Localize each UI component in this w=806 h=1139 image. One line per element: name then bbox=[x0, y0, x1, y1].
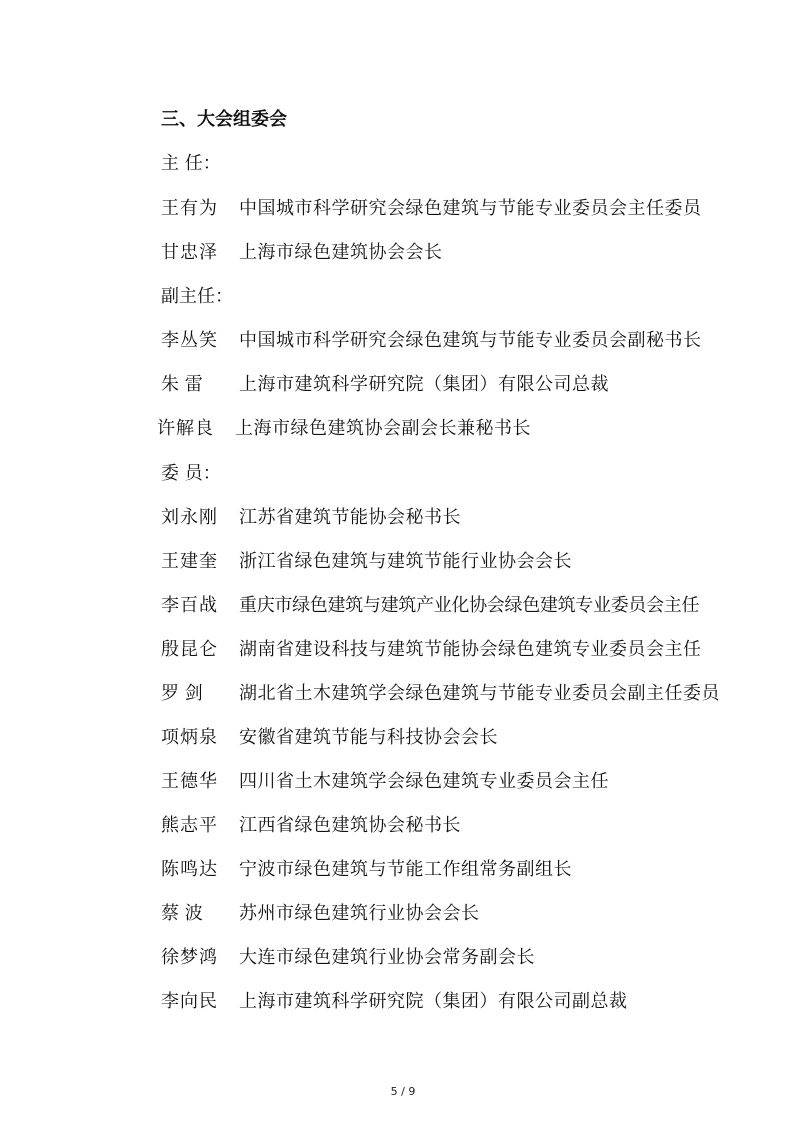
member-role: 重庆市绿色建筑与建筑产业化协会绿色建筑专业委员会主任 bbox=[239, 595, 700, 616]
member-name: 殷昆仑 bbox=[161, 639, 218, 660]
member-row bbox=[161, 988, 628, 1016]
deputy-row bbox=[157, 415, 531, 443]
member-role: 中国城市科学研究会绿色建筑与节能专业委员会副秘书长 bbox=[239, 330, 702, 351]
member-name: 王有为 bbox=[161, 198, 218, 219]
member-name: 罗 剑 bbox=[161, 683, 203, 704]
member-role: 宁波市绿色建筑与节能工作组常务副组长 bbox=[239, 859, 572, 880]
director-row bbox=[161, 239, 443, 267]
member-row bbox=[161, 592, 699, 620]
deputy-label: 副主任： bbox=[161, 286, 233, 307]
member-name: 项炳泉 bbox=[161, 727, 218, 748]
director-label: 主 任： bbox=[161, 153, 221, 174]
member-name: 陈鸣达 bbox=[161, 859, 218, 880]
member-name: 许解良 bbox=[157, 418, 214, 439]
member-role: 浙江省绿色建筑与建筑节能行业协会会长 bbox=[239, 551, 572, 572]
member-role: 湖北省土木建筑学会绿色建筑与节能专业委员会副主任委员 bbox=[239, 683, 720, 704]
page-number: 5 / 9 bbox=[390, 1085, 416, 1098]
member-role: 上海市建筑科学研究院（集团）有限公司副总裁 bbox=[239, 991, 628, 1012]
member-name: 熊志平 bbox=[161, 815, 218, 836]
member-name: 朱 雷 bbox=[161, 374, 203, 395]
member-row bbox=[161, 856, 572, 884]
member-name: 李百战 bbox=[161, 595, 218, 616]
member-role: 江苏省建筑节能协会秘书长 bbox=[239, 507, 461, 528]
member-name: 王德华 bbox=[161, 771, 218, 792]
member-row bbox=[161, 636, 702, 664]
deputy-row bbox=[161, 327, 702, 355]
member-role: 湖南省建设科技与建筑节能协会绿色建筑专业委员会主任 bbox=[239, 639, 702, 660]
member-name: 李向民 bbox=[161, 991, 218, 1012]
member-role: 安徽省建筑节能与科技协会会长 bbox=[239, 727, 498, 748]
member-label: 委 员： bbox=[161, 463, 221, 484]
member-row bbox=[161, 680, 720, 708]
member-role: 上海市绿色建筑协会会长 bbox=[239, 242, 443, 263]
member-name: 王建奎 bbox=[161, 551, 218, 572]
member-row bbox=[161, 504, 461, 532]
member-row bbox=[161, 944, 535, 972]
member-name: 徐梦鸿 bbox=[161, 947, 218, 968]
member-name: 蔡 波 bbox=[161, 903, 203, 924]
member-role: 江西省绿色建筑协会秘书长 bbox=[239, 815, 461, 836]
member-name: 刘永刚 bbox=[161, 507, 218, 528]
member-role: 四川省土木建筑学会绿色建筑专业委员会主任 bbox=[239, 771, 609, 792]
member-row bbox=[161, 812, 461, 840]
member-row bbox=[161, 900, 480, 928]
member-role: 上海市绿色建筑协会副会长兼秘书长 bbox=[235, 418, 531, 439]
member-name: 甘忠泽 bbox=[161, 242, 218, 263]
member-row bbox=[161, 768, 609, 796]
member-role: 中国城市科学研究会绿色建筑与节能专业委员会主任委员 bbox=[239, 198, 702, 219]
member-name: 李丛笑 bbox=[161, 330, 218, 351]
member-row bbox=[161, 548, 572, 576]
member-role: 上海市建筑科学研究院（集团）有限公司总裁 bbox=[239, 374, 609, 395]
deputy-row bbox=[161, 371, 609, 399]
director-row bbox=[161, 195, 702, 223]
member-role: 大连市绿色建筑行业协会常务副会长 bbox=[239, 947, 535, 968]
member-role: 苏州市绿色建筑行业协会会长 bbox=[239, 903, 480, 924]
section-title: 三、大会组委会 bbox=[161, 109, 287, 130]
member-row bbox=[161, 724, 498, 752]
